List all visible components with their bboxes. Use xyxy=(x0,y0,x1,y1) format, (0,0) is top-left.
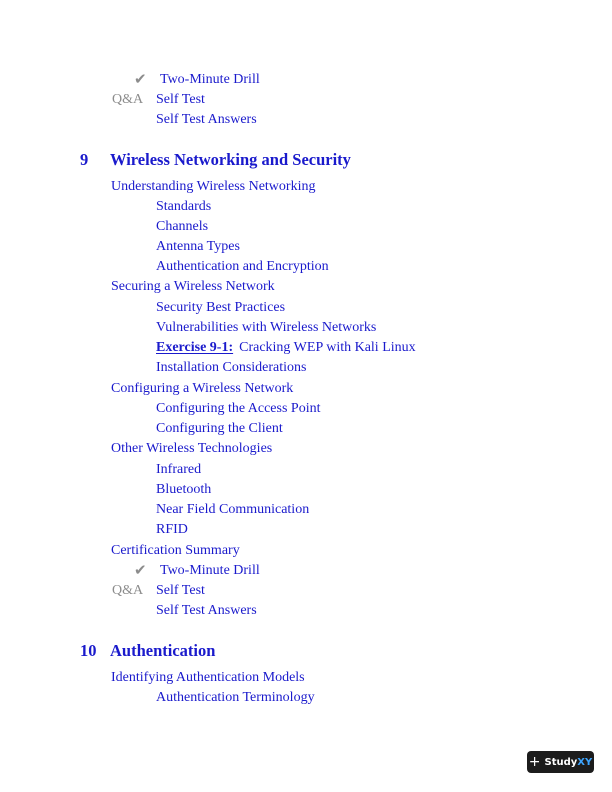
brand-suffix: XY xyxy=(577,756,593,768)
studyxy-logo-badge xyxy=(527,751,594,773)
toc-link-configuring-wireless[interactable]: Configuring a Wireless Network xyxy=(111,381,294,396)
toc-link-exercise-9-1[interactable] xyxy=(156,339,416,357)
chapter-title: Authentication xyxy=(110,641,216,660)
chapter-number: 10 xyxy=(80,641,97,660)
toc-link-antenna-types[interactable]: Antenna Types xyxy=(156,239,240,254)
brand-text: Study xyxy=(544,756,578,768)
chapter-title: Wireless Networking and Security xyxy=(110,150,351,169)
toc-link-other-wireless[interactable]: Other Wireless Technologies xyxy=(111,441,273,456)
toc-link-securing-wireless[interactable]: Securing a Wireless Network xyxy=(111,279,275,294)
toc-link-infrared[interactable]: Infrared xyxy=(156,462,202,477)
exercise-label: Exercise 9-1: xyxy=(156,340,234,355)
toc-link-rfid[interactable]: RFID xyxy=(156,522,188,537)
chapter-number: 9 xyxy=(80,150,89,169)
toc-link-configuring-client[interactable]: Configuring the Client xyxy=(156,421,283,436)
toc-link-vulnerabilities[interactable]: Vulnerabilities with Wireless Networks xyxy=(156,320,377,335)
toc-link-security-best-practices[interactable]: Security Best Practices xyxy=(156,300,286,315)
toc-link-self-test[interactable]: Self Test xyxy=(156,92,205,107)
chapter-heading-9[interactable] xyxy=(80,150,351,170)
toc-link-self-test-answers[interactable]: Self Test Answers xyxy=(156,112,257,127)
toc-link-two-minute-drill[interactable]: Two-Minute Drill xyxy=(160,72,260,87)
toc-link-nfc[interactable]: Near Field Communication xyxy=(156,502,310,517)
toc-link-self-test-answers[interactable]: Self Test Answers xyxy=(156,603,257,618)
toc-link-configuring-access-point[interactable]: Configuring the Access Point xyxy=(156,401,321,416)
toc-link-channels[interactable]: Channels xyxy=(156,219,209,234)
toc-link-two-minute-drill[interactable]: Two-Minute Drill xyxy=(160,563,260,578)
chapter-heading-10[interactable] xyxy=(80,641,215,661)
toc-link-understanding-wireless[interactable]: Understanding Wireless Networking xyxy=(111,179,316,194)
checkmark-icon: ✔ xyxy=(134,563,147,579)
toc-link-authentication-terminology[interactable]: Authentication Terminology xyxy=(156,690,315,705)
checkmark-icon: ✔ xyxy=(134,72,147,88)
toc-link-self-test[interactable]: Self Test xyxy=(156,583,205,598)
toc-link-standards[interactable]: Standards xyxy=(156,199,212,214)
toc-link-authentication-encryption[interactable]: Authentication and Encryption xyxy=(156,259,329,274)
exercise-title: Cracking WEP with Kali Linux xyxy=(239,340,416,355)
toc-link-installation-considerations[interactable]: Installation Considerations xyxy=(156,360,307,375)
toc-link-identifying-authentication-models[interactable]: Identifying Authentication Models xyxy=(111,670,305,685)
toc-link-certification-summary[interactable]: Certification Summary xyxy=(111,543,240,558)
qa-icon: Q&A xyxy=(112,92,144,107)
qa-icon: Q&A xyxy=(112,583,144,598)
plus-icon: + xyxy=(528,754,541,770)
toc-link-bluetooth[interactable]: Bluetooth xyxy=(156,482,212,497)
